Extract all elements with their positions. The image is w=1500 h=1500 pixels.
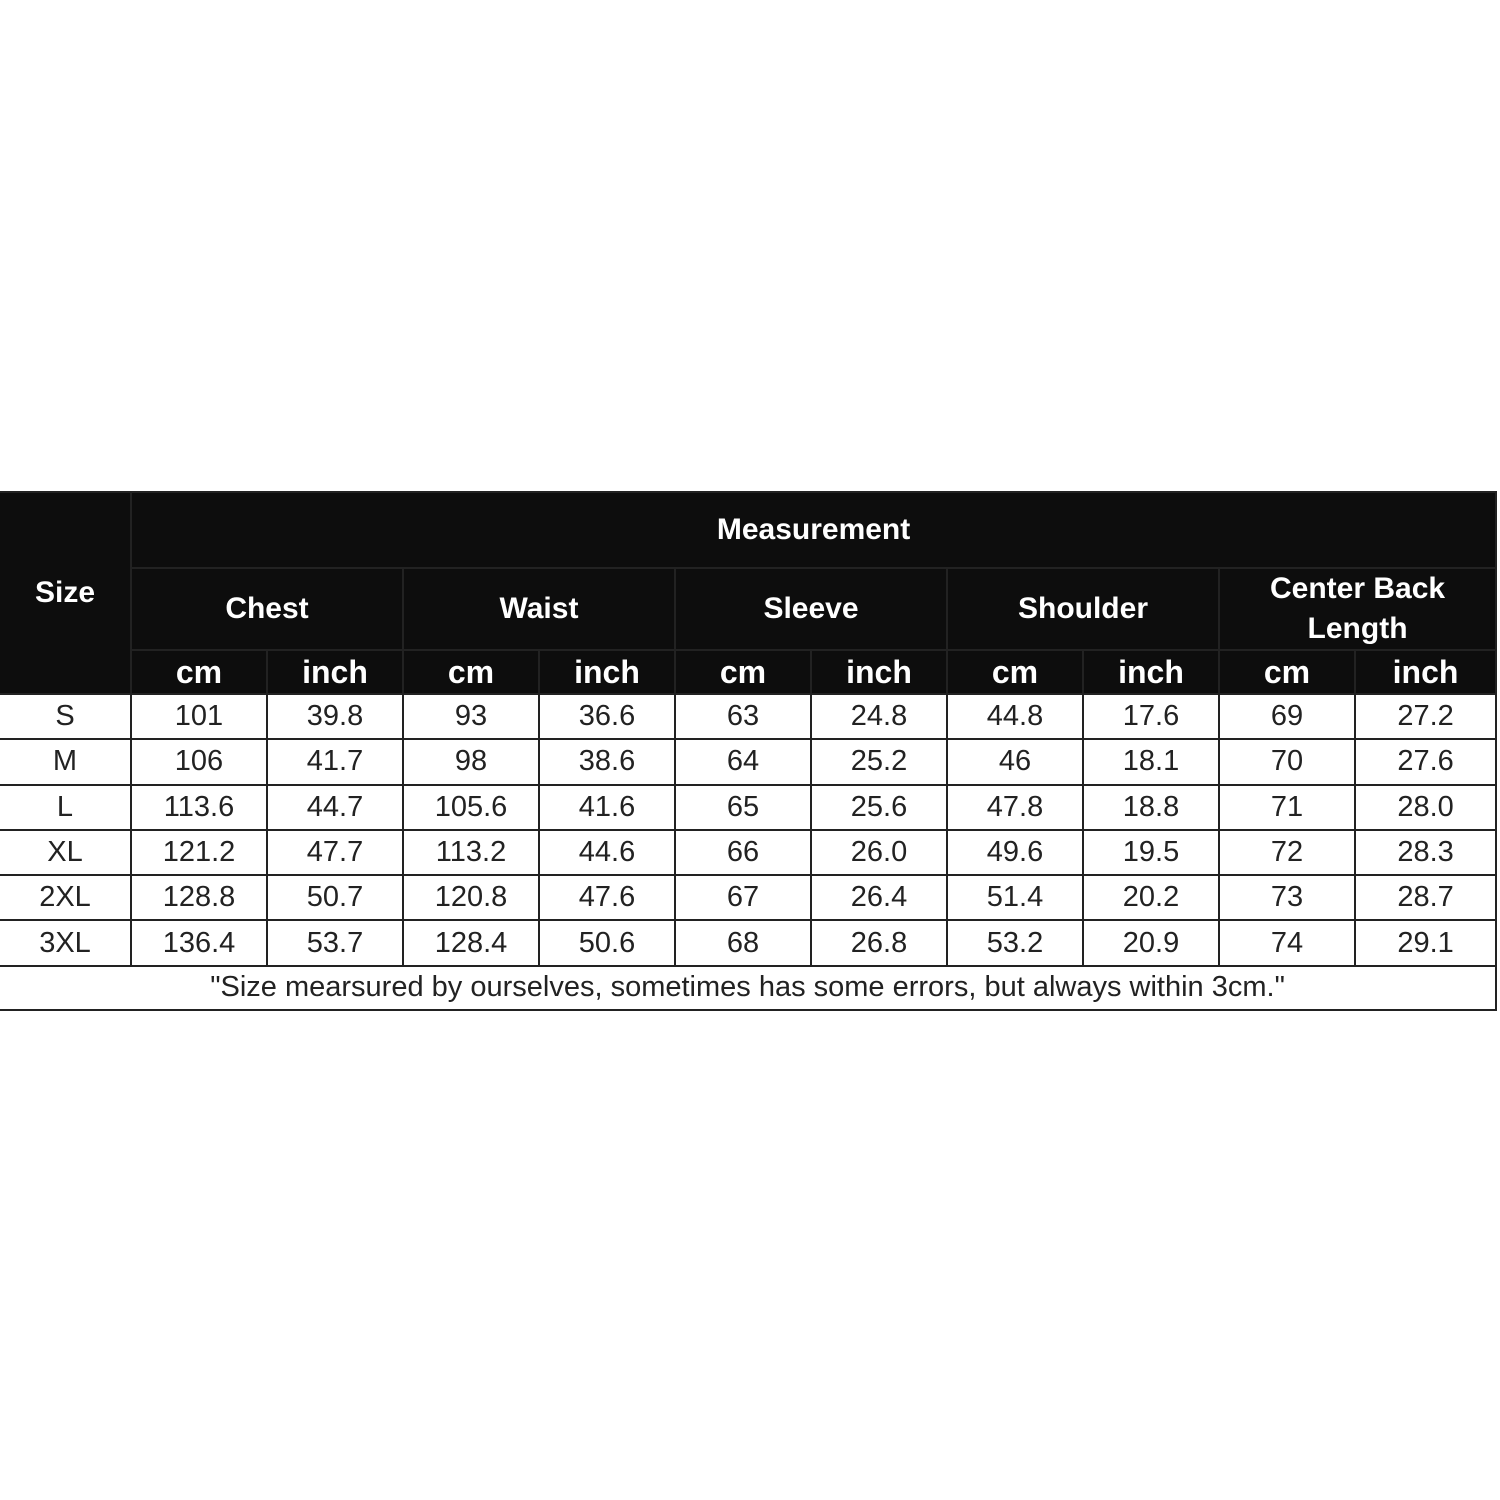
size-column-header: Size — [0, 492, 131, 694]
measurement-cell: 67 — [675, 875, 811, 920]
measurement-cell: 20.9 — [1083, 920, 1219, 965]
measurement-cell: 66 — [675, 830, 811, 875]
waist-header: Waist — [403, 568, 675, 650]
measurement-cell: 101 — [131, 694, 267, 739]
measurement-cell: 121.2 — [131, 830, 267, 875]
measurement-cell: 26.4 — [811, 875, 947, 920]
size-rows — [0, 694, 1496, 966]
measurement-cell: 24.8 — [811, 694, 947, 739]
measurement-cell: 50.7 — [267, 875, 403, 920]
measurement-cell: 25.2 — [811, 739, 947, 784]
size-chart-table — [0, 491, 1497, 1011]
unit-header-cm: cm — [675, 650, 811, 694]
measurement-cell: 71 — [1219, 785, 1355, 830]
unit-header-inch: inch — [1355, 650, 1496, 694]
measurement-cell: 113.6 — [131, 785, 267, 830]
measurement-cell: 63 — [675, 694, 811, 739]
measurement-cell: 128.8 — [131, 875, 267, 920]
measurement-cell: 18.1 — [1083, 739, 1219, 784]
measurement-cell: 28.0 — [1355, 785, 1496, 830]
measurement-cell: 17.6 — [1083, 694, 1219, 739]
measurement-cell: 73 — [1219, 875, 1355, 920]
measurement-cell: 53.7 — [267, 920, 403, 965]
measurement-cell: 38.6 — [539, 739, 675, 784]
measurement-cell: 44.6 — [539, 830, 675, 875]
measurement-note: "Size mearsured by ourselves, sometimes has some errors, but always within 3cm." — [0, 966, 1496, 1010]
unit-header-inch: inch — [267, 650, 403, 694]
measurement-cell: 18.8 — [1083, 785, 1219, 830]
measurement-cell: 47.8 — [947, 785, 1083, 830]
size-cell: L — [0, 785, 131, 830]
unit-header-cm: cm — [947, 650, 1083, 694]
measurement-cell: 27.6 — [1355, 739, 1496, 784]
unit-header-cm: cm — [1219, 650, 1355, 694]
measurement-cell: 93 — [403, 694, 539, 739]
measurement-cell: 50.6 — [539, 920, 675, 965]
measurement-cell: 25.6 — [811, 785, 947, 830]
shoulder-header: Shoulder — [947, 568, 1219, 650]
table-row — [0, 920, 1496, 965]
measurement-cell: 19.5 — [1083, 830, 1219, 875]
measurement-cell: 69 — [1219, 694, 1355, 739]
size-cell: XL — [0, 830, 131, 875]
chest-header: Chest — [131, 568, 403, 650]
table-row — [0, 830, 1496, 875]
measurement-cell: 53.2 — [947, 920, 1083, 965]
measurement-cell: 68 — [675, 920, 811, 965]
unit-header-inch: inch — [811, 650, 947, 694]
measurement-cell: 36.6 — [539, 694, 675, 739]
unit-header-cm: cm — [131, 650, 267, 694]
measurement-cell: 46 — [947, 739, 1083, 784]
size-cell: S — [0, 694, 131, 739]
table-row — [0, 875, 1496, 920]
unit-header-inch: inch — [539, 650, 675, 694]
center-back-length-header: Center Back Length — [1219, 568, 1496, 650]
measurement-cell: 44.7 — [267, 785, 403, 830]
measurement-cell: 26.0 — [811, 830, 947, 875]
measurement-cell: 136.4 — [131, 920, 267, 965]
unit-header-row — [0, 650, 1496, 694]
measurement-cell: 105.6 — [403, 785, 539, 830]
size-cell: M — [0, 739, 131, 784]
measurement-cell: 113.2 — [403, 830, 539, 875]
unit-header-inch: inch — [1083, 650, 1219, 694]
table-row — [0, 694, 1496, 739]
measurement-cell: 98 — [403, 739, 539, 784]
measurement-cell: 51.4 — [947, 875, 1083, 920]
measurement-cell: 70 — [1219, 739, 1355, 784]
measurement-header: Measurement — [131, 492, 1496, 568]
measurement-cell: 28.7 — [1355, 875, 1496, 920]
measurement-cell: 39.8 — [267, 694, 403, 739]
size-cell: 3XL — [0, 920, 131, 965]
measurement-cell: 41.6 — [539, 785, 675, 830]
sleeve-header: Sleeve — [675, 568, 947, 650]
measurement-cell: 128.4 — [403, 920, 539, 965]
measurement-cell: 47.6 — [539, 875, 675, 920]
measurement-cell: 72 — [1219, 830, 1355, 875]
measurement-cell: 29.1 — [1355, 920, 1496, 965]
measurement-cell: 26.8 — [811, 920, 947, 965]
measurement-cell: 41.7 — [267, 739, 403, 784]
measurement-cell: 65 — [675, 785, 811, 830]
measurement-cell: 44.8 — [947, 694, 1083, 739]
measurement-cell: 74 — [1219, 920, 1355, 965]
size-cell: 2XL — [0, 875, 131, 920]
measurement-cell: 120.8 — [403, 875, 539, 920]
measurement-cell: 27.2 — [1355, 694, 1496, 739]
measurement-cell: 49.6 — [947, 830, 1083, 875]
table-row — [0, 785, 1496, 830]
measurement-cell: 28.3 — [1355, 830, 1496, 875]
table-row — [0, 739, 1496, 784]
measurement-cell: 106 — [131, 739, 267, 784]
unit-header-cm: cm — [403, 650, 539, 694]
measurement-cell: 20.2 — [1083, 875, 1219, 920]
measurement-cell: 64 — [675, 739, 811, 784]
measurement-cell: 47.7 — [267, 830, 403, 875]
group-header-row — [0, 568, 1496, 650]
